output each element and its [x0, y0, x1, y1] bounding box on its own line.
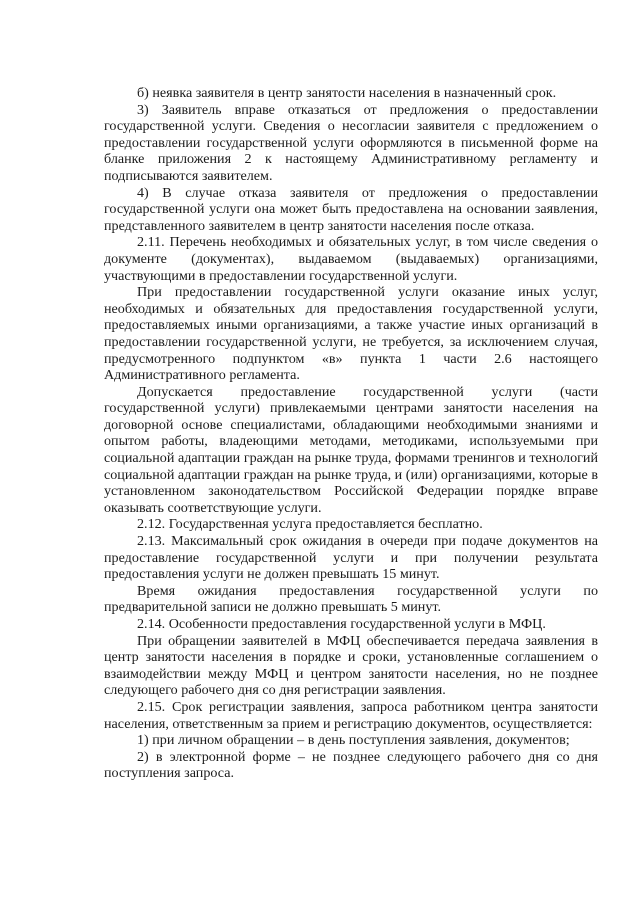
document-page — [104, 85, 598, 782]
paragraph-mfc-transfer: При обращении заявителей в МФЦ обеспечивается передача заявления в центр занятости населения в порядке и сроки, установленные соглашением о взаимодействии между МФЦ и центром занятости населения, но не позднее следующего рабочего дня со дня регистрации заявления. — [104, 632, 598, 699]
paragraph-specialists: Допускается предоставление государственной услуги (части государственной услуги) привлекаемыми центрами занятости населения на договорной основе специалистами, обладающими необходимыми знаниями и опытом работы, владеющими методами, методиками, используемыми при социальной адаптации граждан на рынке труда, формами тренингов и технологий социальной адаптации граждан на рынке труда, и (или) организациями, которые в установленном законодательством Российской Федерации порядке вправе оказывать соответствующие услуги. — [104, 383, 598, 516]
paragraph-2-11-heading: 2.11. Перечень необходимых и обязательных услуг, в том числе сведения о документе (документах), выдаваемом (выдаваемых) организациями, участвующими в предоставлении государственной услуги. — [104, 234, 598, 284]
paragraph-no-show: б) неявка заявителя в центр занятости населения в назначенный срок. — [137, 85, 557, 101]
paragraph-2-12: 2.12. Государственная услуга предоставляется бесплатно. — [137, 516, 483, 533]
paragraph-2-15: 2.15. Срок регистрации заявления, запроса работником центра занятости населения, ответственным за прием и регистрацию документов, осуществляется: — [104, 698, 598, 732]
paragraph-personal-visit: 1) при личном обращении – в день поступления заявления, документов; — [137, 732, 570, 749]
paragraph-refusal-right: 3) Заявитель вправе отказаться от предложения о предоставлении государственной услуги. Сведения о несогласии заявителя с предложением о предоставлении государственной услуги оформляются в письменной форме на бланке приложения 2 к настоящему Административному регламенту и подписываются заявителем. — [104, 101, 598, 184]
paragraph-refusal-case: 4) В случае отказа заявителя от предложения о предоставлении государственной услуги она может быть предоставлена на основании заявления, представленного заявителем в центр занятости населения после отказа. — [104, 184, 598, 234]
paragraph-waiting-time: Время ожидания предоставления государственной услуги по предварительной записи не должно превышать 5 минут. — [104, 582, 598, 616]
paragraph-2-14: 2.14. Особенности предоставления государственной услуги в МФЦ. — [137, 616, 546, 632]
paragraph-other-services: При предоставлении государственной услуги оказание иных услуг, необходимых и обязательных для предоставления государственной услуги, предоставляемых иными организациями, а также участие иных организаций в предоставлении государственной услуги, не требуется, за исключением случая, предусмотренного подпунктом «в» пункта 1 части 2.6 настоящего Административного регламента. — [104, 284, 598, 384]
paragraph-2-13: 2.13. Максимальный срок ожидания в очереди при подаче документов на предоставление государственной услуги и при получении результата предоставления услуги не должен превышать 15 минут. — [104, 533, 598, 583]
paragraph-electronic-form: 2) в электронной форме – не позднее следующего рабочего дня со дня поступления запроса. — [104, 748, 598, 782]
